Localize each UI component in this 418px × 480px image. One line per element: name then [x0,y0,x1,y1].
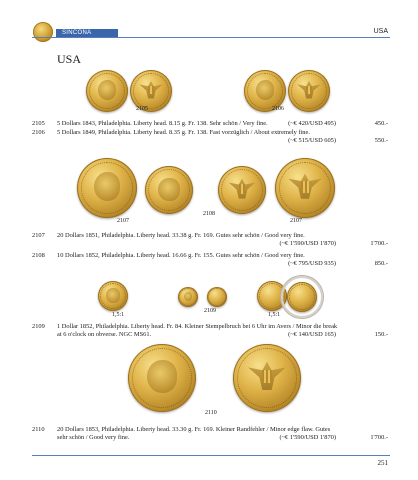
coin-2109-obverse [178,287,198,307]
lot-estimate: (~€ 140/USD 165) [288,331,336,339]
coin-2106-reverse [288,70,330,112]
caption-2107-right: 2107 [290,218,302,224]
caption-2108: 2108 [203,211,215,217]
lot-2105 [32,120,388,129]
lot-estimate: (~€ 420/USD 495) [288,120,336,127]
coin-2105-obverse [86,70,128,112]
lot-2110 [32,426,388,443]
caption-2105: 2105 [136,106,148,112]
lot-2108 [32,252,388,269]
lot-estimate: (~€ 1'590/USD 1'870) [279,240,336,248]
brand-label: SINCONA [56,29,118,38]
coin-2108-reverse [218,166,266,214]
caption-2110: 2110 [205,410,217,416]
footer-divider [32,455,390,456]
lot-description: 5 Dollars 1849, Philadelphia. Liberty head. 8.35 g. Fr. 138. Fast vorzüglich / About extremely fine. [57,129,310,136]
lot-description: 20 Dollars 1853, Philadelphia. Liberty head. 33.30 g. Fr. 169. Kleiner Randfehler / Minor edge flaw. Gutes sehr schön / Good very fine. [57,426,331,442]
lot-estimate: (~€ 515/USD 605) [288,137,336,145]
page-number: 251 [377,459,388,467]
lot-price: 150.- [374,331,388,339]
lot-description: 1 Dollar 1852, Philadelphia. Liberty head. Fr. 84. Kleiner Stempelbruch bei 6 Uhr im Avers / Minor die break at 6 o'clock on obverse. NGC MS61. [57,323,338,339]
lot-number: 2110 [32,426,45,433]
lot-2106 [32,129,388,146]
brand-logo-coin [33,22,53,42]
lot-price: 550.- [374,137,388,145]
caption-2107: 2107 [117,218,129,224]
lot-2107 [32,232,388,249]
lot-number: 2108 [32,252,45,259]
lot-description: 10 Dollars 1852, Philadelphia. Liberty head. 16.66 g. Fr. 155. Gutes sehr schön / Good very fine. [57,252,305,259]
coin-2109-obverse-enlarged [98,281,128,311]
coin-2109-reverse [207,287,227,307]
lot-number: 2109 [32,323,45,330]
lot-description: 5 Dollars 1843, Philadelphia. Liberty head. 8.15 g. Fr. 138. Sehr schön / Very fine. [57,120,268,127]
caption-scale-right: 1,5:1 [268,312,281,318]
lot-number: 2106 [32,129,45,136]
lot-price: 850.- [374,260,388,268]
lot-price: 1'700.- [370,434,388,442]
lot-estimate: (~€ 1'590/USD 1'870) [279,434,336,442]
caption-scale-left: 1,5:1 [112,312,125,318]
lot-estimate: (~€ 795/USD 935) [288,260,336,268]
coin-2107-reverse [275,158,335,218]
caption-2109: 2109 [204,308,216,314]
lot-number: 2105 [32,120,45,127]
header-divider [32,37,390,38]
coin-2110-obverse [128,344,196,412]
header-title: USA [373,28,388,35]
lot-price: 450.- [374,120,388,127]
coin-2108-obverse [145,166,193,214]
coin-2110-reverse [233,344,301,412]
section-title: USA [57,52,82,66]
lot-description: 20 Dollars 1851, Philadelphia. Liberty head. 33.38 g. Fr. 169. Gutes sehr schön / Good very fine. [57,232,305,239]
lot-number: 2107 [32,232,45,239]
coin-2109-slabbed [287,282,317,312]
caption-2106: 2106 [272,106,284,112]
lot-price: 1'700.- [370,240,388,248]
lot-2109 [32,323,388,340]
coin-2107-obverse [77,158,137,218]
